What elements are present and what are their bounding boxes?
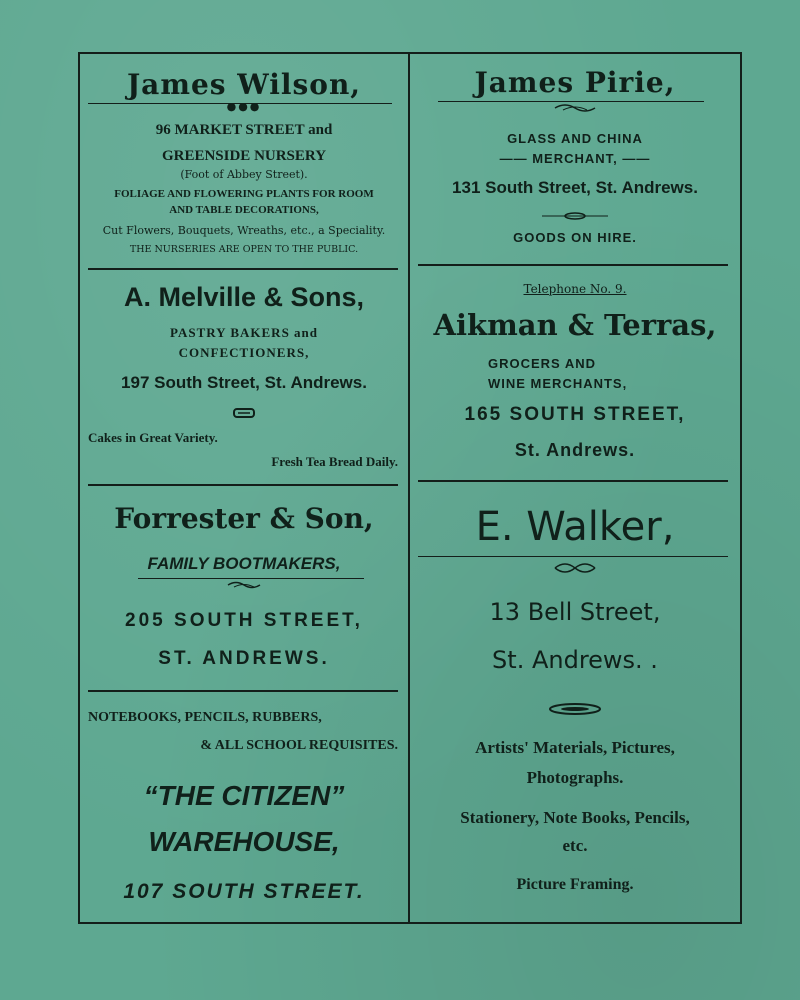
body-line: Photographs. xyxy=(526,768,624,787)
body-line: Artists' Materials, Pictures, xyxy=(475,738,675,757)
trade-text: FAMILY BOOTMAKERS, xyxy=(147,554,341,573)
body-line: GOODS ON HIRE. xyxy=(513,230,637,245)
address-line: 96 MARKET STREET and xyxy=(155,122,333,138)
underline xyxy=(418,556,728,557)
body-line: WINE MERCHANTS, xyxy=(488,376,628,391)
body-line: FOLIAGE AND FLOWERING PLANTS FOR ROOM xyxy=(114,188,374,200)
merchant-text: MERCHANT, xyxy=(532,151,618,166)
address-line: GREENSIDE NURSERY xyxy=(161,148,327,164)
body-line: Cakes in Great Variety. xyxy=(88,430,218,445)
body-line: Fresh Tea Bread Daily. xyxy=(271,454,398,469)
body-line: Cut Flowers, Bouquets, Wreaths, etc., a Speciality. xyxy=(102,224,386,237)
advertiser-name: A. Melville & Sons, xyxy=(123,282,365,312)
telephone-text: Telephone No. 9. xyxy=(523,282,627,296)
body-line: PASTRY BAKERS and xyxy=(169,325,319,340)
ad-james-pirie xyxy=(410,54,740,264)
body-line: THE NURSERIES ARE OPEN TO THE PUBLIC. xyxy=(129,244,359,255)
advertiser-name: “THE CITIZEN” xyxy=(143,780,345,811)
advertiser-name: E. Walker, xyxy=(475,504,675,550)
body-line: Picture Framing. xyxy=(516,876,634,893)
address-line: 197 South Street, St. Andrews. xyxy=(121,373,367,392)
advertiser-name: Aikman & Terras, xyxy=(433,308,717,342)
body-line: GROCERS AND xyxy=(488,356,597,371)
advertiser-name: Forrester & Son, xyxy=(114,502,374,535)
body-line: GLASS AND CHINA xyxy=(507,131,643,146)
advertiser-name: James Pirie, xyxy=(474,66,676,99)
flourish-icon xyxy=(540,212,610,220)
ad-james-wilson xyxy=(80,54,408,268)
ornament-icon xyxy=(548,702,602,716)
flourish-icon xyxy=(553,102,597,114)
address-line: St. Andrews. . xyxy=(492,646,658,674)
ad-melville-sons xyxy=(80,270,408,482)
ad-citizen-warehouse xyxy=(80,692,408,922)
body-line: etc. xyxy=(562,836,588,855)
address-line: 165 SOUTH STREET, xyxy=(464,404,686,425)
body-line: Stationery, Note Books, Pencils, xyxy=(460,808,690,827)
dots-ornament: ●●● xyxy=(226,100,262,113)
ad-forrester-son xyxy=(80,486,408,690)
advertiser-name: James Wilson, xyxy=(126,68,362,101)
address-line: ST. ANDREWS. xyxy=(158,648,330,669)
flourish-icon xyxy=(553,560,597,576)
body-line: —— MERCHANT, —— xyxy=(499,151,651,166)
flourish-icon xyxy=(226,580,262,590)
ad-aikman-terras xyxy=(410,266,740,480)
note-text: (Foot of Abbey Street). xyxy=(180,168,308,181)
body-line: & ALL SCHOOL REQUISITES. xyxy=(200,738,398,753)
address-line: 13 Bell Street, xyxy=(489,598,661,626)
address-line: St. Andrews. xyxy=(514,440,636,460)
body-line: NOTEBOOKS, PENCILS, RUBBERS, xyxy=(88,710,322,725)
address-line: 205 SOUTH STREET, xyxy=(125,610,363,631)
address-line: 107 SOUTH STREET. xyxy=(123,880,365,903)
body-line: AND TABLE DECORATIONS, xyxy=(169,204,319,216)
body-line: CONFECTIONERS, xyxy=(178,345,310,360)
address-line: 131 South Street, St. Andrews. xyxy=(452,178,698,197)
ornament-icon xyxy=(233,408,255,418)
ad-e-walker xyxy=(410,482,740,922)
underline xyxy=(138,578,364,579)
advertiser-name: WAREHOUSE, xyxy=(148,826,340,857)
